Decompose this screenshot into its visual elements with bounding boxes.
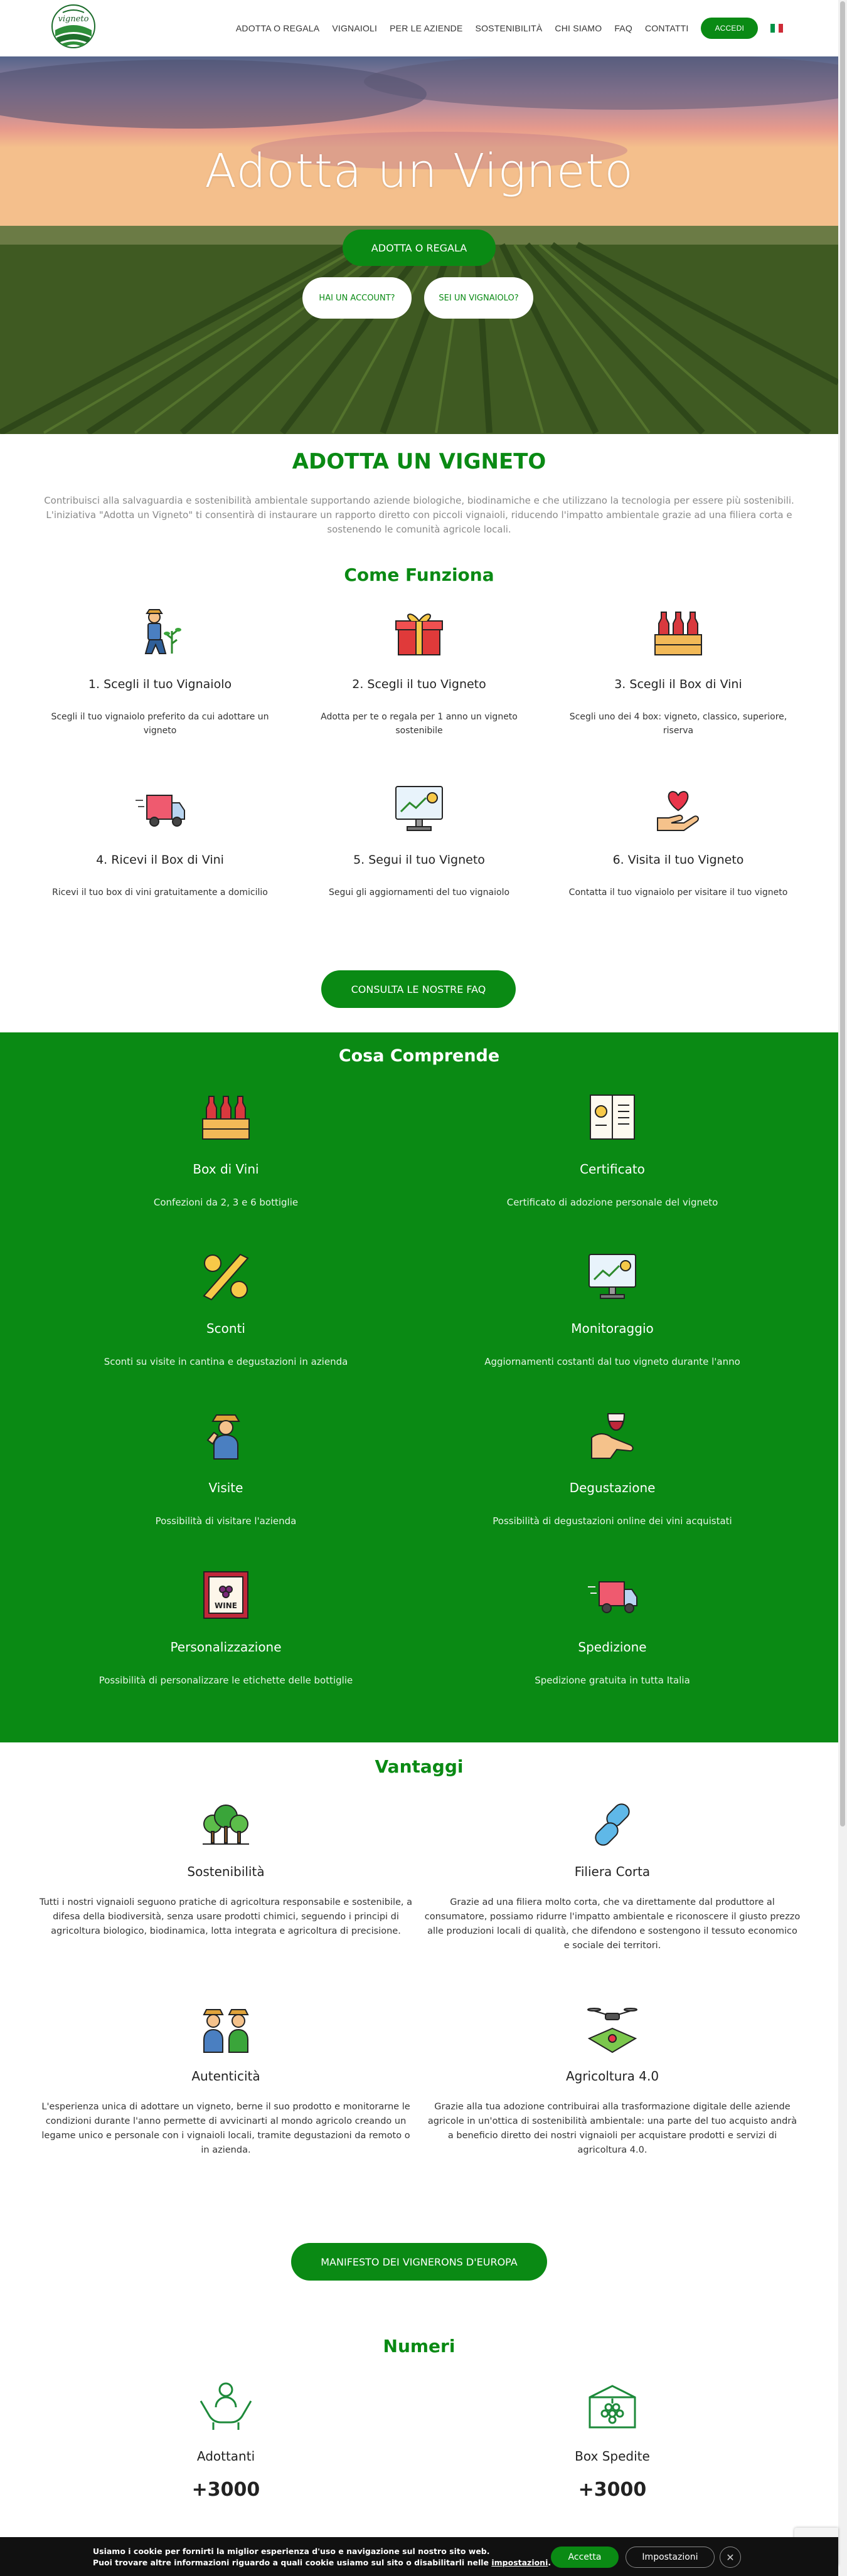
- include-item: [455, 1090, 769, 1208]
- include-title: Personalizzazione: [170, 1640, 282, 1655]
- monitor-chart-icon: [585, 1249, 639, 1303]
- include-title: Spedizione: [578, 1640, 647, 1655]
- wine-glass-hand-icon: [585, 1409, 639, 1463]
- advantage-item: [38, 2002, 414, 2158]
- include-item: [455, 1409, 769, 1527]
- hero-adotta-button[interactable]: ADOTTA O REGALA: [343, 230, 496, 266]
- faq-button[interactable]: CONSULTA LE NOSTRE FAQ: [321, 970, 516, 1008]
- chain-link-icon: [585, 1798, 639, 1852]
- include-desc: Aggiornamenti costanti dal tuo vigneto durante l'anno: [484, 1356, 740, 1367]
- step-4: [50, 782, 270, 899]
- advantage-item: [424, 1798, 801, 1953]
- cookie-text: Usiamo i cookie per fornirti la miglior esperienza d'uso e navigazione sul nostro sito web. Puoi trovare altre informazioni riguardo a quali cookie usiamo sul sito o disabilitarli nelle impostazioni.: [93, 2547, 551, 2567]
- how-title: Come Funziona: [344, 564, 494, 585]
- nav-contatti[interactable]: CONTATTI: [644, 23, 689, 33]
- nav-sostenibilita[interactable]: SOSTENIBILITÀ: [475, 23, 543, 33]
- wine-box-icon: [199, 1090, 253, 1144]
- italy-flag-icon[interactable]: [770, 24, 783, 33]
- farmer-icon: [199, 1409, 253, 1463]
- heart-hand-icon: [651, 782, 705, 835]
- include-desc: Possibilità di visitare l'azienda: [155, 1515, 297, 1527]
- certificate-icon: [585, 1090, 639, 1144]
- includes-title: Cosa Comprende: [338, 1046, 500, 1066]
- number-value: +3000: [578, 2479, 647, 2501]
- truck-icon: [133, 782, 187, 835]
- include-desc: Spedizione gratuita in tutta Italia: [535, 1675, 690, 1686]
- cookie-line-1: Usiamo i cookie per fornirti la miglior esperienza d'uso e navigazione sul nostro sito web.: [93, 2547, 490, 2556]
- step-title: 3. Scegli il Box di Vini: [614, 677, 742, 691]
- monitor-chart-icon: [392, 782, 446, 835]
- include-title: Sconti: [206, 1321, 245, 1336]
- hero-title: Adotta un Vigneto: [205, 144, 634, 198]
- include-item: [455, 1249, 769, 1367]
- include-desc: Sconti su visite in cantina e degustazioni in azienda: [104, 1356, 348, 1367]
- include-title: Box di Vini: [193, 1162, 259, 1177]
- include-item: [69, 1090, 383, 1208]
- main-nav: [236, 18, 783, 39]
- number-title: Adottanti: [196, 2449, 255, 2464]
- includes-section: [0, 1032, 838, 1742]
- drone-icon: [585, 2002, 639, 2056]
- advantage-desc: Grazie alla tua adozione contribuirai alla trasformazione digitale delle aziende agricole in un'ottica di sostenibilità ambientale: una parte del tuo acquisto andrà a beneficio diretto dei nostri vignaioli per acquistare prodotti e servizi di agricoltura 4.0.: [427, 2102, 797, 2155]
- step-title: 1. Scegli il tuo Vignaiolo: [88, 677, 232, 691]
- step-1: [50, 606, 270, 738]
- advantage-title: Agricoltura 4.0: [565, 2069, 659, 2084]
- hero-banner: [0, 56, 838, 434]
- include-title: Visite: [208, 1480, 243, 1495]
- step-5: [309, 782, 529, 899]
- site-header: [0, 0, 838, 56]
- step-3: [568, 606, 788, 738]
- include-title: Degustazione: [569, 1480, 656, 1495]
- number-item: [455, 2376, 769, 2501]
- step-6: [568, 782, 788, 899]
- cookie-settings-link[interactable]: impostazioni: [491, 2558, 548, 2567]
- step-title: 4. Ricevi il Box di Vini: [96, 853, 224, 867]
- numbers-title: Numeri: [383, 2336, 455, 2356]
- step-title: 2. Scegli il tuo Vigneto: [352, 677, 486, 691]
- nav-chi-siamo[interactable]: CHI SIAMO: [555, 23, 602, 33]
- include-item: [455, 1568, 769, 1686]
- cookie-line-2: Puoi trovare altre informazioni riguardo a quali cookie usiamo sul sito o disabilitarli nelle: [93, 2558, 492, 2567]
- cookie-banner: [0, 2537, 838, 2576]
- grape-box-icon: [583, 2376, 641, 2434]
- cookie-settings-button[interactable]: Impostazioni: [626, 2547, 715, 2568]
- wine-box-icon: [651, 606, 705, 660]
- site-logo[interactable]: [50, 1, 97, 53]
- cookie-accept-button[interactable]: Accetta: [551, 2547, 619, 2568]
- advantage-title: Sostenibilità: [187, 1864, 265, 1879]
- step-desc: Contatta il tuo vignaiolo per visitare il tuo vigneto: [568, 888, 788, 898]
- include-title: Certificato: [580, 1162, 645, 1177]
- advantage-title: Filiera Corta: [574, 1864, 651, 1879]
- hero-account-button[interactable]: HAI UN ACCOUNT?: [302, 277, 412, 319]
- include-item: [69, 1409, 383, 1527]
- nav-vignaioli[interactable]: VIGNAIOLI: [332, 23, 378, 33]
- include-desc: Confezioni da 2, 3 e 6 bottiglie: [153, 1197, 299, 1208]
- nav-per-le-aziende[interactable]: PER LE AZIENDE: [390, 23, 463, 33]
- advantage-item: [38, 1798, 414, 1939]
- scrollbar-thumb[interactable]: [840, 1, 845, 1826]
- farmer-icon: [133, 606, 187, 660]
- step-desc: Scegli il tuo vignaiolo preferito da cui adottare un vigneto: [51, 712, 269, 736]
- include-item: [69, 1249, 383, 1367]
- nav-faq[interactable]: FAQ: [614, 23, 632, 33]
- include-title: Monitoraggio: [571, 1321, 654, 1336]
- farmers-couple-icon: [199, 2002, 253, 2056]
- advantage-desc: L'esperienza unica di adottare un vigneto, berne il suo prodotto e monitorarne le condizioni durante l'anno permette di avvicinarti al mondo agricolo creando un legame unico e personale con i vignaioli locali, tramite degustazioni da remoto o in azienda.: [41, 2102, 410, 2155]
- close-icon[interactable]: ✕: [720, 2547, 741, 2568]
- manifesto-button[interactable]: MANIFESTO DEI VIGNERONS D'EUROPA: [291, 2243, 547, 2281]
- intro-text: Contribuisci alla salvaguardia e sostenibilità ambientale supportando aziende biologiche, biodinamiche e che utilizzano la tecnologia per essere più sostenibili. L'iniziativa "Adotta un Vigneto" ti consentirà di instaurare un rapporto diretto con piccoli vignaioli, riducendo l'impatto ambientale grazie ad una filiera corta e sostenendo le comunità agricole locali.: [44, 495, 794, 535]
- include-desc: Possibilità di degustazioni online dei vini acquistati: [493, 1515, 732, 1527]
- include-desc: Possibilità di personalizzare le etichette delle bottiglie: [99, 1675, 353, 1686]
- step-desc: Scegli uno dei 4 box: vigneto, classico, superiore, riserva: [569, 712, 787, 736]
- advantage-title: Autenticità: [191, 2069, 260, 2084]
- logo-text: vigneto: [58, 14, 89, 24]
- step-title: 6. Visita il tuo Vigneto: [612, 853, 744, 867]
- include-desc: Certificato di adozione personale del vigneto: [506, 1197, 718, 1208]
- number-value: +3000: [191, 2479, 260, 2501]
- wine-label-icon: [199, 1568, 253, 1622]
- number-title: Box Spedite: [575, 2449, 650, 2464]
- login-button[interactable]: ACCEDI: [701, 18, 758, 39]
- page-scrollbar[interactable]: [838, 0, 847, 2576]
- trees-icon: [199, 1798, 253, 1852]
- advantages-title: Vantaggi: [375, 1756, 464, 1777]
- truck-icon: [585, 1568, 639, 1622]
- gift-icon: [392, 606, 446, 660]
- nav-adotta-regala[interactable]: ADOTTA O REGALA: [235, 23, 320, 33]
- step-2: [309, 606, 529, 738]
- step-desc: Segui gli aggiornamenti del tuo vignaiolo: [328, 888, 510, 898]
- advantage-desc: Grazie ad una filiera molto corta, che va direttamente dal produttore al consumatore, possiamo ridurre l'impatto ambientale e riconoscere il giusto prezzo alle produzioni locali di qualità, che difendono e sostengono il tessuto economico e sociale dei territori.: [424, 1897, 801, 1951]
- hands-people-icon: [197, 2376, 255, 2434]
- advantage-desc: Tutti i nostri vignaioli seguono pratiche di agricoltura responsabile e sostenibile, a difesa della biodiversità, senza usare prodotti chimici, seguendo i principi di agricoltura biologico, biodinamica, lotta integrata e agricoltura di precisione.: [39, 1897, 413, 1936]
- include-item: [69, 1568, 383, 1686]
- intro-title: ADOTTA UN VIGNETO: [292, 449, 546, 474]
- step-desc: Ricevi il tuo box di vini gratuitamente a domicilio: [52, 888, 268, 898]
- step-title: 5. Segui il tuo Vigneto: [353, 853, 485, 867]
- advantage-item: [424, 2002, 801, 2158]
- hero-vignaiolo-button[interactable]: SEI UN VIGNAIOLO?: [424, 277, 533, 319]
- percent-icon: [199, 1249, 253, 1303]
- step-desc: Adotta per te o regala per 1 anno un vigneto sostenibile: [321, 712, 518, 736]
- svg-text:WINE: WINE: [215, 1601, 237, 1610]
- number-item: [69, 2376, 383, 2501]
